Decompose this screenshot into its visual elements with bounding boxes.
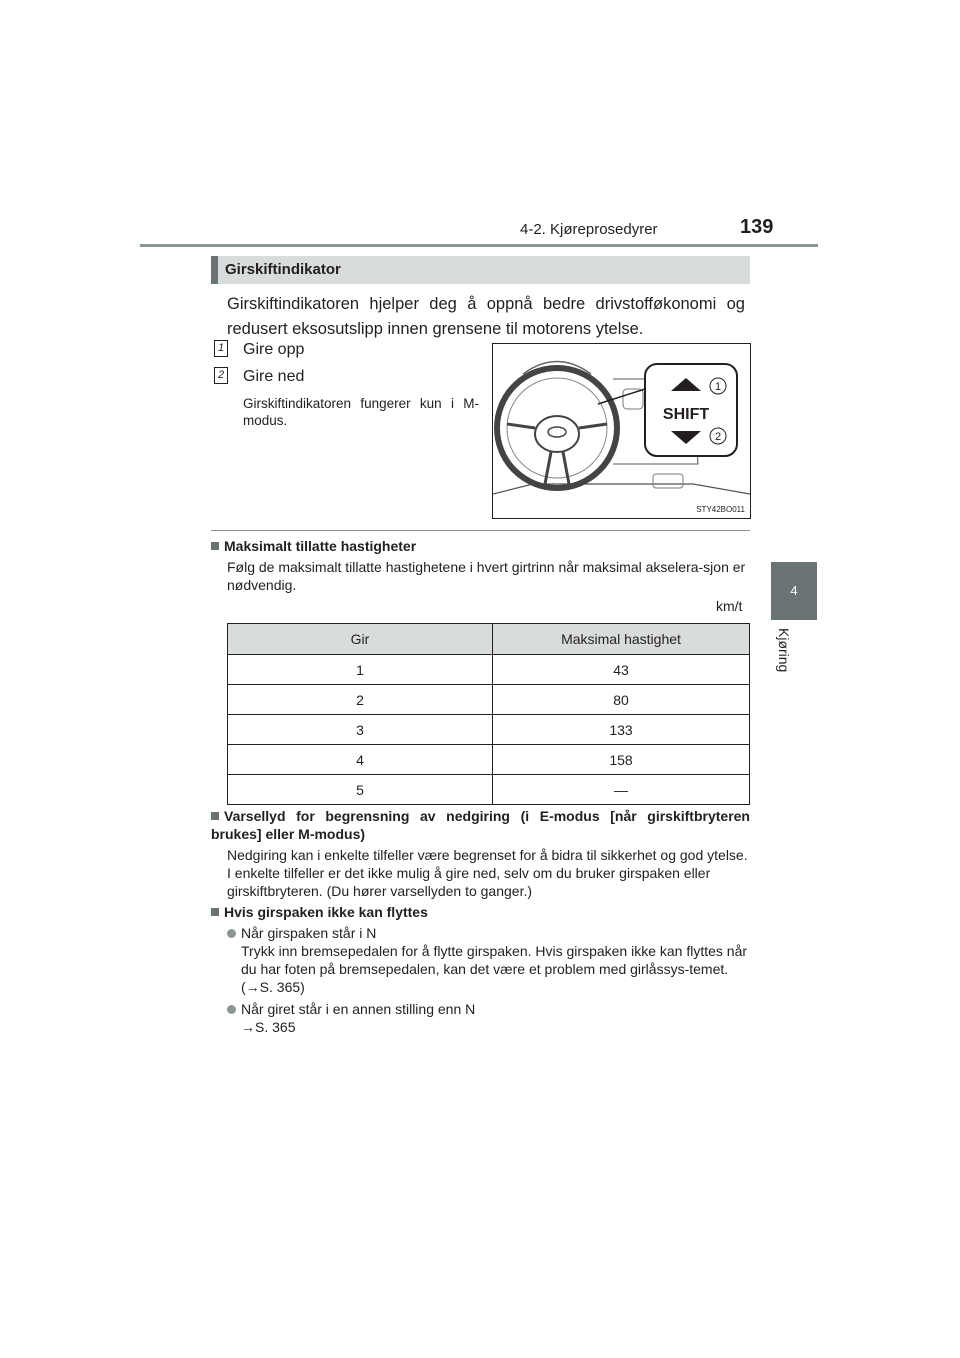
table-row bbox=[228, 685, 750, 715]
section-title-accent bbox=[211, 256, 218, 284]
square-bullet-icon bbox=[211, 908, 219, 916]
callout-number-2: 2 bbox=[714, 431, 722, 443]
square-bullet-icon bbox=[211, 542, 219, 550]
table-row bbox=[228, 655, 750, 685]
downshift-heading: Varsellyd for begrensning av nedgiring (i E-modus [når girskiftbryteren brukes] eller M-modus) bbox=[211, 808, 750, 842]
square-bullet-icon bbox=[211, 812, 219, 820]
speed-cell: 158 bbox=[493, 745, 750, 775]
column-header-gear: Gir bbox=[228, 624, 493, 655]
dashboard-illustration bbox=[493, 344, 750, 518]
circle-bullet-icon bbox=[227, 929, 236, 938]
circle-bullet-icon bbox=[227, 1005, 236, 1014]
page-number: 139 bbox=[740, 216, 774, 238]
figure-code: STY42BO011 bbox=[696, 505, 745, 514]
downshift-text: Nedgiring kan i enkelte tilfeller være begrenset for å bidra til sikkerhet og god ytelse. I enkelte tilfeller er det ikke mulig å gire ned, selv om du bruker girspaken eller girskiftbryteren. (Du hører varsellyden to ganger.) bbox=[227, 847, 748, 899]
lever-bullet-2: Når giret står i en annen stilling enn N →S. 365 bbox=[227, 1000, 749, 1036]
running-header-section: 4-2. Kjøreprosedyrer bbox=[520, 221, 658, 238]
header-rule bbox=[140, 244, 818, 247]
shift-indicator-figure bbox=[492, 343, 751, 519]
section-title: Girskiftindikator bbox=[225, 261, 341, 278]
lever-heading: Hvis girspaken ikke kan flyttes bbox=[211, 904, 428, 920]
chapter-tab: 4 bbox=[771, 562, 817, 620]
m-mode-note: Girskiftindikatoren fungerer kun i M-modus. bbox=[243, 396, 479, 428]
item-number-2: 2 bbox=[214, 367, 228, 384]
gear-cell: 2 bbox=[228, 685, 493, 715]
speed-cell: 80 bbox=[493, 685, 750, 715]
max-speed-heading: Maksimalt tillatte hastigheter bbox=[211, 538, 416, 554]
gear-cell: 3 bbox=[228, 715, 493, 745]
table-row bbox=[228, 775, 750, 805]
table-header-row bbox=[228, 624, 750, 655]
item-number-1: 1 bbox=[214, 340, 228, 357]
max-speed-table bbox=[227, 623, 750, 805]
item-label-shift-down: Gire ned bbox=[243, 368, 305, 385]
callout-number-1: 1 bbox=[714, 381, 722, 393]
column-header-max-speed: Maksimal hastighet bbox=[493, 624, 750, 655]
section-divider bbox=[211, 530, 750, 531]
table-row bbox=[228, 745, 750, 775]
chapter-label: Kjøring bbox=[776, 628, 792, 673]
lever-bullet-1: Når girspaken står i N Trykk inn bremsepedalen for å flytte girspaken. Hvis girspaken ikke kan flyttes når du har foten på bremsepedalen, kan det være et problem med girlåssys-temet. (→S. 365) bbox=[227, 924, 749, 996]
table-row bbox=[228, 715, 750, 745]
speed-cell: 43 bbox=[493, 655, 750, 685]
gear-cell: 4 bbox=[228, 745, 493, 775]
speed-unit: km/t bbox=[716, 598, 743, 614]
speed-cell: — bbox=[493, 775, 750, 805]
gear-cell: 1 bbox=[228, 655, 493, 685]
speed-cell: 133 bbox=[493, 715, 750, 745]
max-speed-text: Følg de maksimalt tillatte hastighetene i hvert girtrinn når maksimal akselera-sjon er nødvendig. bbox=[227, 559, 746, 593]
item-label-shift-up: Gire opp bbox=[243, 341, 305, 358]
shift-display-text: SHIFT bbox=[662, 406, 710, 423]
gear-cell: 5 bbox=[228, 775, 493, 805]
intro-paragraph: Girskiftindikatoren hjelper deg å oppnå bedre drivstofføkonomi og redusert eksosutslipp innen grensene til motorens ytelse. bbox=[227, 295, 745, 338]
